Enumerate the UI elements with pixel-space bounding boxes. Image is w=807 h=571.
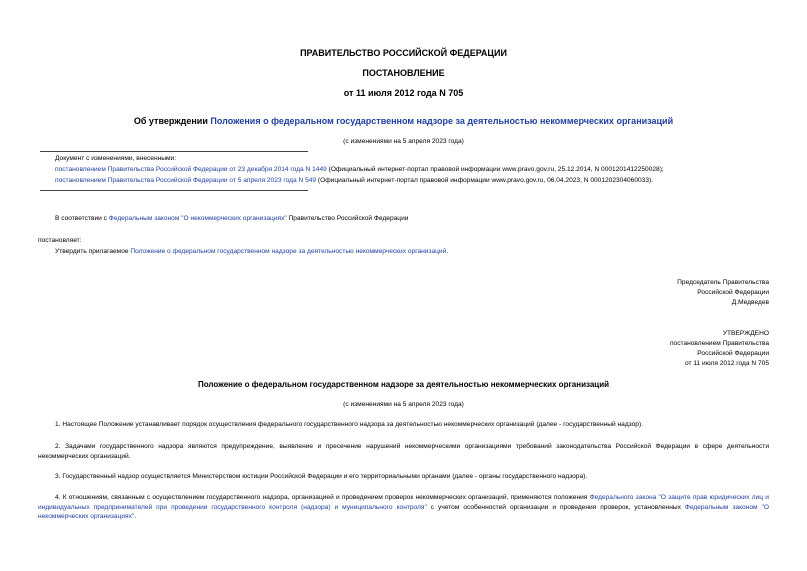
preamble-text-end: Правительство Российской Федерации xyxy=(286,215,409,222)
regulation-paragraph-4 xyxy=(38,493,769,522)
regulation-paragraph-1: 1. Настоящее Положение устанавливает порядок осуществления федерального государственного надзора за деятельностью некоммерческих организаций (далее - государственный надзор). xyxy=(55,421,643,428)
approved-country: Российской Федерации xyxy=(697,350,769,357)
approved-regulation-link[interactable]: Положение о федеральном государственном надзоре за деятельностью некоммерческих организаций xyxy=(130,248,447,255)
amendment-source: (Официальный интернет-портал правовой информации www.pravo.gov.ru, 25.12.2014, N 0001201412250028); xyxy=(326,166,664,173)
approved-stamp: УТВЕРЖДЕНО xyxy=(722,330,769,337)
preamble-text: В соответствии с xyxy=(55,215,109,222)
signature-name: Д.Медведев xyxy=(731,299,769,306)
regulation-paragraph-3: 3. Государственный надзор осуществляется Министерством юстиции Российской Федерации и его территориальными органами (далее - органы государственного надзора). xyxy=(55,473,588,480)
regulation-paragraph-2: 2. Задачами государственного надзора являются предупреждение, выявление и пресечение нарушений некоммерческими организациями требований законодательства Российской Федерации в сфере деятельности некоммерческих организаций. xyxy=(38,443,769,460)
amendment-link[interactable]: постановлением Правительства Российской Федерации от 23 декабря 2014 года N 1449 xyxy=(55,166,327,173)
regulation-changes-note: (с изменениями на 5 апреля 2023 года) xyxy=(343,401,464,408)
government-heading: ПРАВИТЕЛЬСТВО РОССИЙСКОЙ ФЕДЕРАЦИИ xyxy=(300,48,507,58)
signature-position: Председатель Правительства xyxy=(677,279,769,286)
approved-by: постановлением Правительства xyxy=(669,340,769,347)
preamble xyxy=(55,215,408,222)
p4-text-end: . xyxy=(134,513,137,520)
protection-law-link[interactable]: Федерального закона "О защите прав юридических лиц и индивидуальных предпринимателей при проведении государственного контроля (надзора) и муниципального контроля" xyxy=(38,494,769,511)
p4-text-middle: с учетом особенностей организации и проведения проверок, установленных xyxy=(426,503,685,511)
amendments-intro: Документ с изменениями, внесенными: xyxy=(55,155,177,162)
amendments-top-divider xyxy=(40,151,308,152)
approve-text-end: . xyxy=(446,248,449,255)
regulation-title: Положение о федеральном государственном надзоре за деятельностью некоммерческих организаций xyxy=(197,380,610,389)
nko-law-link[interactable]: Федеральным законом "О некоммерческих организациях" xyxy=(108,215,287,222)
document-title xyxy=(0,116,807,126)
resolves-text: постановляет: xyxy=(38,237,82,244)
title-changes-note: (с изменениями на 5 апреля 2023 года) xyxy=(343,138,464,145)
signature-country: Российской Федерации xyxy=(697,289,769,296)
title-regulation-link[interactable]: Положения о федеральном государственном надзоре за деятельностью некоммерческих организаций xyxy=(210,116,674,126)
amendment-item xyxy=(55,177,653,184)
document-type: ПОСТАНОВЛЕНИЕ xyxy=(362,68,445,78)
nko-law-link-2[interactable]: Федеральным законом "О некоммерческих организациях" xyxy=(38,503,769,520)
p4-text: 4. К отношениям, связанным с осуществлением государственного надзора, организацией и проведением проверок некоммерческих организаций, применяются положения xyxy=(55,494,590,501)
approve-clause xyxy=(55,248,448,255)
amendment-source: (Официальный интернет-портал правовой информации www.pravo.gov.ru, 06.04.2023, N 0001202304060033). xyxy=(316,177,654,184)
amendments-bottom-divider xyxy=(40,190,308,191)
amendment-item xyxy=(55,166,664,173)
approve-text: Утвердить прилагаемое xyxy=(55,248,131,255)
document-date-number: от 11 июля 2012 года N 705 xyxy=(343,88,464,98)
approved-date: от 11 июля 2012 года N 705 xyxy=(684,360,769,367)
amendment-link[interactable]: постановлением Правительства Российской Федерации от 5 апреля 2023 года N 549 xyxy=(55,177,317,184)
title-prefix: Об утверждении xyxy=(133,116,211,126)
